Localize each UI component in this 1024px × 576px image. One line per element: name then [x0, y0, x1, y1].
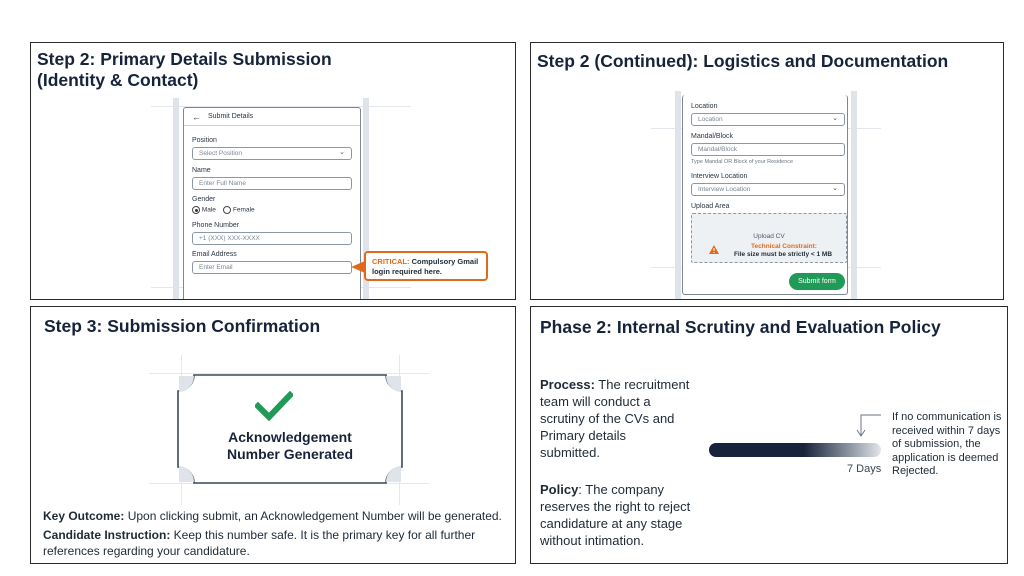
- gender-female-radio[interactable]: [223, 206, 231, 214]
- note-line2: received within 7 days: [892, 424, 1001, 437]
- rail: [851, 91, 857, 300]
- note-line3: of submission, the: [892, 438, 981, 450]
- email-label: Email Address: [192, 251, 237, 258]
- chevron-down-icon: ⌄: [832, 185, 838, 192]
- critical-callout: [364, 251, 488, 281]
- policy-label: Policy: [540, 482, 579, 497]
- mandal-input-placeholder: Mandal/Block: [698, 146, 738, 153]
- position-select[interactable]: [192, 147, 352, 160]
- callout-critical-label: CRITICAL:: [372, 257, 410, 266]
- mandal-hint: Type Mandal OR Block of your Residence: [691, 159, 794, 165]
- upload-cv-dropzone[interactable]: [691, 213, 847, 263]
- panel-step2-primary-details: [30, 42, 516, 300]
- phone-input-placeholder: +1 (XXX) XXX-XXXX: [199, 235, 260, 242]
- chevron-down-icon: ⌄: [339, 149, 345, 156]
- location-select-value: Location: [698, 116, 723, 123]
- policy-line3: candidature at any stage: [540, 516, 683, 531]
- rejection-note: [892, 411, 1001, 479]
- phone-label: Phone Number: [192, 222, 240, 229]
- process-label: Process:: [540, 377, 595, 392]
- name-input-placeholder: Enter Full Name: [199, 180, 246, 187]
- gender-options: [192, 206, 255, 214]
- step2-title-line1: Step 2: Primary Details Submission: [37, 49, 332, 69]
- note-line5: Rejected.: [892, 465, 939, 477]
- process-line2: team will conduct a: [540, 394, 651, 409]
- key-outcome-text: Upon clicking submit, an Acknowledgement Number will be generated.: [124, 509, 502, 523]
- gender-male-radio[interactable]: [192, 206, 200, 214]
- submit-form-button[interactable]: Submit form: [789, 273, 845, 290]
- days-label: 7 Days: [847, 463, 882, 475]
- key-outcome: [43, 509, 502, 524]
- mandal-input[interactable]: [691, 143, 845, 156]
- process-line5: submitted.: [540, 445, 600, 460]
- name-input[interactable]: [192, 177, 352, 190]
- callout-line2: login required here.: [372, 267, 443, 276]
- form-header-title: Submit Details: [208, 113, 254, 120]
- mandal-label: Mandal/Block: [691, 133, 734, 140]
- gender-female-label: Female: [232, 206, 255, 214]
- step2-cont-title: Step 2 (Continued): Logistics and Documentation: [537, 51, 949, 71]
- interview-location-label: Interview Location: [691, 173, 748, 180]
- instruction-label: Candidate Instruction:: [43, 528, 171, 542]
- email-input-placeholder: Enter Email: [199, 264, 233, 271]
- step2-title-line2: (Identity & Contact): [37, 70, 199, 90]
- back-arrow-icon[interactable]: ←: [192, 111, 201, 122]
- policy-line1: : The company: [578, 482, 665, 497]
- gender-male-label: Male: [201, 206, 216, 214]
- location-label: Location: [691, 103, 718, 110]
- gender-label: Gender: [192, 196, 216, 203]
- checkmark-icon: [255, 391, 293, 421]
- phase2-title: Phase 2: Internal Scrutiny and Evaluation Policy: [540, 317, 941, 337]
- position-select-value: Select Position: [199, 150, 242, 157]
- ticket-line2: Number Generated: [226, 446, 354, 462]
- instruction-line2: references regarding your candidature.: [43, 544, 250, 558]
- phone-input[interactable]: [192, 232, 352, 245]
- ticket-line1: Acknowledgement: [228, 429, 352, 445]
- name-label: Name: [192, 167, 211, 174]
- timeline-bar: [709, 443, 881, 457]
- policy-line2: reserves the right to reject: [540, 499, 691, 514]
- candidate-instruction: [43, 528, 475, 543]
- key-outcome-label: Key Outcome:: [43, 509, 125, 523]
- step3-title: Step 3: Submission Confirmation: [44, 316, 321, 336]
- note-line4: application is deemed: [892, 451, 999, 464]
- warning-icon: [709, 245, 719, 254]
- upload-cv-label: Upload CV: [753, 233, 785, 240]
- constraint-title: Technical Constraint:: [751, 243, 817, 250]
- panel-phase2-scrutiny: [530, 306, 1008, 564]
- constraint-text: File size must be strictly < 1 MB: [733, 251, 833, 258]
- rail: [173, 98, 179, 300]
- policy-line4: without intimation.: [540, 533, 645, 548]
- email-input[interactable]: [192, 261, 352, 274]
- panel-step3-confirmation: [30, 306, 516, 564]
- interview-location-select[interactable]: [691, 183, 845, 196]
- note-line1: If no communication is: [892, 411, 1002, 423]
- callout-pointer: [351, 261, 365, 273]
- process-paragraph: [540, 376, 689, 461]
- process-line3: scrutiny of the CVs and: [540, 411, 675, 426]
- down-arrow-icon: [853, 411, 883, 441]
- rail: [675, 91, 681, 300]
- instruction-text-line1: Keep this number safe. It is the primary key for all further: [170, 528, 476, 542]
- panel-step2-logistics: [530, 42, 1004, 300]
- policy-paragraph: [540, 481, 690, 549]
- chevron-down-icon: ⌄: [832, 115, 838, 122]
- process-line1: The recruitment: [594, 377, 690, 392]
- process-line4: Primary details: [540, 428, 626, 443]
- interview-location-value: Interview Location: [698, 186, 751, 193]
- phone-mockup-logistics: [682, 95, 848, 295]
- phone-mockup-details: [183, 107, 361, 300]
- callout-line1: Compulsory Gmail: [409, 257, 479, 266]
- upload-area-label: Upload Area: [691, 203, 730, 210]
- position-label: Position: [192, 137, 217, 144]
- form-header: [184, 108, 360, 126]
- location-select[interactable]: [691, 113, 845, 126]
